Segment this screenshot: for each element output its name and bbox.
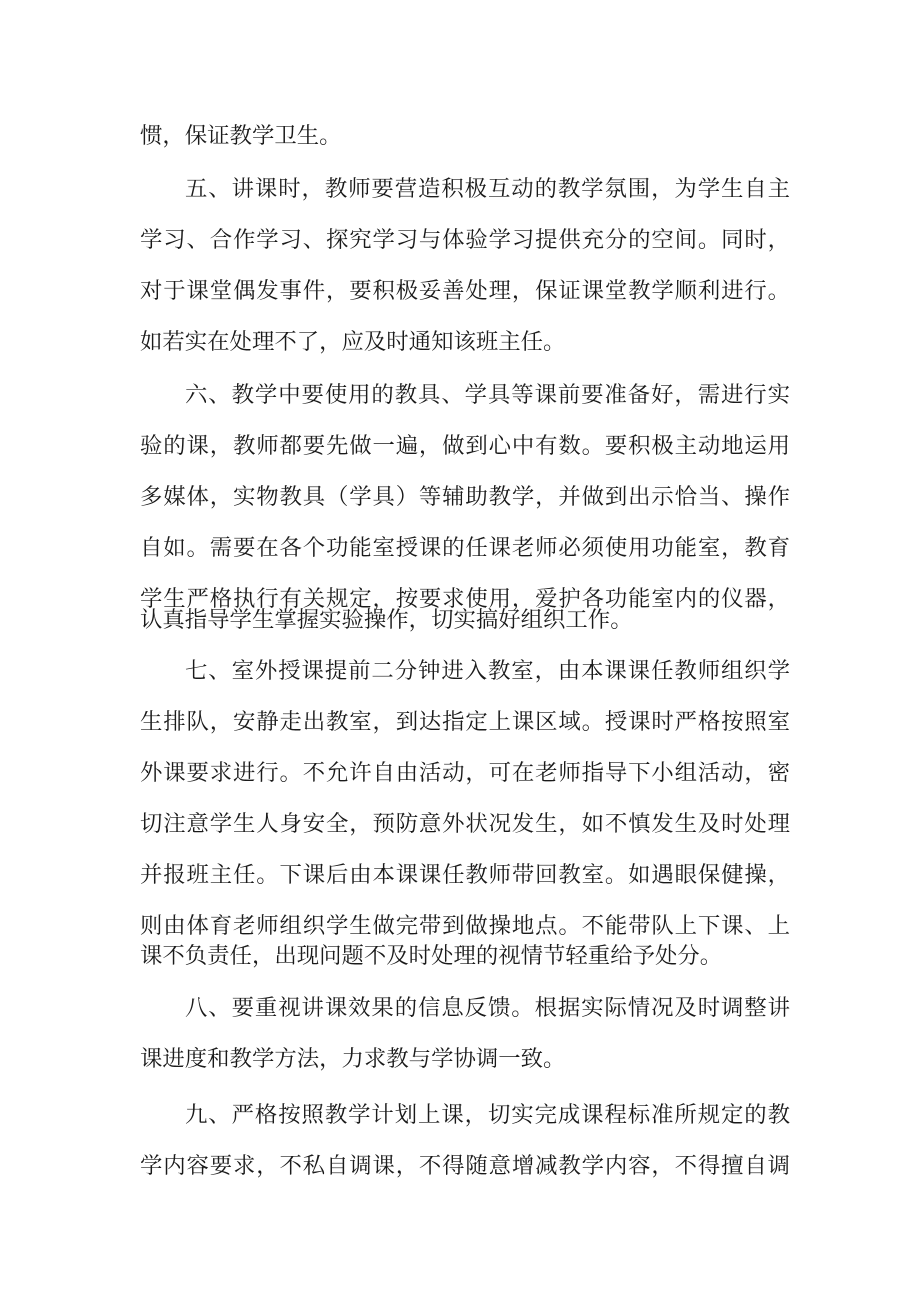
paragraph-8-line-2: 课进度和教学方法，力求教与学协调一致。 [140,1046,566,1072]
paragraph-7-line-4: 切注意学生人身安全，预防意外状况发生，如不慎发生及时处理 [140,811,790,837]
paragraph-9-line-2: 学内容要求，不私自调课，不得随意增减教学内容，不得擅自调 [140,1153,790,1179]
paragraph-5-line-2: 学习、合作学习、探究学习与体验学习提供充分的空间。同时， [140,227,790,253]
paragraph-5-line-4: 如若实在处理不了，应及时通知该班主任。 [140,329,566,355]
paragraph-7-line-2: 生排队，安静走出教室，到达指定上课区域。授课时严格按照室 [140,709,790,735]
paragraph-7-line-3: 外课要求进行。不允许自由活动，可在老师指导下小组活动，密 [140,760,790,786]
paragraph-6-line-6: 认真指导学生掌握实验操作，切实搞好组织工作。 [140,607,633,633]
paragraph-7-line-1: 七、室外授课提前二分钟进入教室，由本课课任教师组织学 [185,658,790,684]
paragraph-4-line-end: 惯，保证教学卫生。 [140,123,342,149]
paragraph-6-line-1: 六、教学中要使用的教具、学具等课前要准备好，需进行实 [185,382,790,408]
paragraph-5-line-3: 对于课堂偶发事件，要积极妥善处理，保证课堂教学顺利进行。 [140,278,790,304]
paragraph-6-line-5: 学生严格执行有关规定，按要求使用，爱护各功能室内的仪器， [140,586,790,612]
paragraph-7-line-7: 课不负责任，出现问题不及时处理的视情节轻重给予处分。 [140,943,723,969]
paragraph-6-line-4: 自如。需要在各个功能室授课的任课老师必须使用功能室，教育 [140,535,790,561]
paragraph-6-line-2: 验的课，教师都要先做一遍，做到心中有数。要积极主动地运用 [140,433,790,459]
paragraph-7-line-5: 并报班主任。下课后由本课课任教师带回教室。如遇眼保健操， [140,862,790,888]
paragraph-9-line-1: 九、严格按照教学计划上课，切实完成课程标准所规定的教 [185,1102,790,1128]
paragraph-5-line-1: 五、讲课时，教师要营造积极互动的教学氛围，为学生自主 [185,176,790,202]
paragraph-8-line-1: 八、要重视讲课效果的信息反馈。根据实际情况及时调整讲 [185,995,790,1021]
paragraph-7-line-6: 则由体育老师组织学生做完带到做操地点。不能带队上下课、上 [140,913,790,939]
paragraph-6-line-3: 多媒体，实物教具（学具）等辅助教学，并做到出示恰当、操作 [140,484,790,510]
